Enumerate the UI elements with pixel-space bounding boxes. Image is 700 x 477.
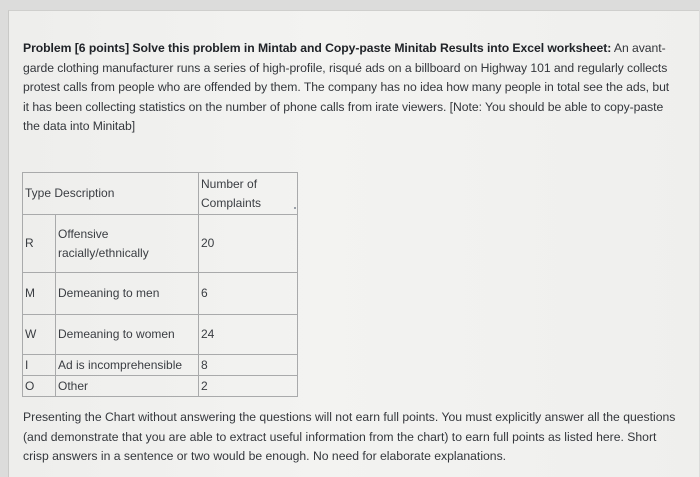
complaints-table bbox=[22, 172, 298, 397]
cell-type: R bbox=[23, 215, 56, 273]
table-row bbox=[23, 215, 298, 273]
cell-count: 8 bbox=[199, 355, 298, 376]
instructions-footer: Presenting the Chart without answering the questions will not earn full points. You must explicitly answer all the questions (and demonstrate that you are able to extract useful information from the chart) to earn full points as listed here. Short crisp answers in a sentence or two would be enough. No need for elaborate explanations. bbox=[23, 410, 676, 464]
cell-description: Offensive racially/ethnically bbox=[56, 215, 199, 273]
cell-type: M bbox=[23, 273, 56, 315]
cell-type: O bbox=[23, 376, 56, 397]
cell-description: Demeaning to women bbox=[56, 315, 199, 355]
cell-count: 2 bbox=[199, 376, 298, 397]
header-count: Number of Complaints bbox=[199, 173, 298, 215]
cell-description: Demeaning to men bbox=[56, 273, 199, 315]
cell-count: 24 bbox=[199, 315, 298, 355]
table-row bbox=[23, 315, 298, 355]
table-header-row bbox=[23, 173, 298, 215]
header-description: Description bbox=[54, 186, 115, 200]
cursor-marker bbox=[294, 207, 296, 209]
problem-statement bbox=[23, 39, 673, 137]
header-type-description bbox=[23, 173, 199, 215]
header-type: Type bbox=[25, 186, 52, 200]
cell-description: Other bbox=[56, 376, 199, 397]
problem-heading: Problem [6 points] Solve this problem in Mintab and Copy-paste Minitab Results into Excel worksheet: bbox=[23, 41, 612, 55]
cell-type: W bbox=[23, 315, 56, 355]
cell-description: Ad is incomprehensible bbox=[56, 355, 199, 376]
cell-type: I bbox=[23, 355, 56, 376]
cell-count: 6 bbox=[199, 273, 298, 315]
document-page bbox=[8, 10, 699, 477]
problem-body: An avant-garde clothing manufacturer runs a series of high-profile, risqué ads on a billboard on Highway 101 and regularly collects protest calls from people who are offended by them. The company has no idea how many people in total see the ads, but it has been collecting statistics on the number of phone calls from irate viewers. [Note: You should be able to copy-paste the data into Minitab] bbox=[23, 41, 670, 134]
table-row bbox=[23, 273, 298, 315]
table-row bbox=[23, 376, 298, 397]
table-row bbox=[23, 355, 298, 376]
cell-count: 20 bbox=[199, 215, 298, 273]
